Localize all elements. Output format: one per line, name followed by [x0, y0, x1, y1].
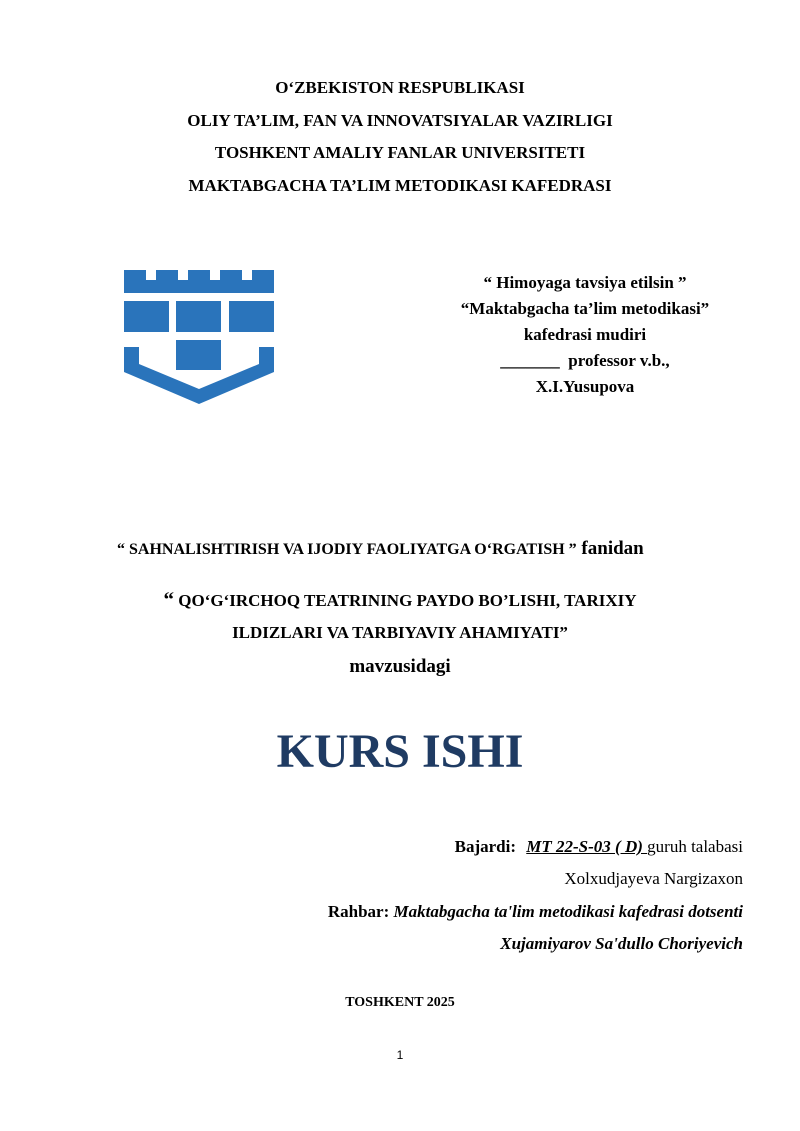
author-label: Bajardi: [454, 837, 517, 856]
topic-text-1: QO‘G‘IRCHOQ TEATRINING PAYDO BO’LISHI, TARIXIY [173, 591, 637, 610]
author-group-suffix: guruh talabasi [647, 837, 743, 856]
approval-line-2: “Maktabgacha ta’lim metodikasi” [460, 299, 710, 318]
subject-suffix: fanidan [576, 538, 644, 559]
approval-name: X.I.Yusupova [535, 377, 635, 396]
subject-name: “ SAHNALISHTIRISH VA IJODIY FAOLIYATGA O‘RGATISH ” [117, 541, 577, 558]
department-name: MAKTABGACHA TA’LIM METODIKASI KAFEDRASI [188, 176, 612, 195]
university-name: TOSHKENT AMALIY FANLAR UNIVERSITETI [214, 143, 586, 162]
approval-block [440, 270, 730, 400]
author-name: Xolxudjayeva Nargizaxon [564, 869, 743, 888]
ministry-line-2: OLIY TA’LIM, FAN VA INNOVATSIYALAR VAZIRLIGI [187, 111, 613, 130]
signature-blank: _______ [500, 351, 560, 370]
author-line [455, 837, 743, 857]
supervisor-label: Rahbar: [327, 902, 390, 921]
supervisor-position: Maktabgacha ta'lim metodikasi kafedrasi dotsenti [389, 902, 743, 921]
ministry-line-1: O‘ZBEKISTON RESPUBLIKASI [275, 78, 525, 97]
approval-title: professor v.b., [559, 351, 670, 370]
author-group: MT 22-S-03 ( D) [526, 837, 648, 856]
approval-line-4 [440, 348, 730, 374]
city-year: TOSHKENT 2025 [345, 995, 455, 1010]
topic-line-3: mavzusidagi [349, 656, 451, 677]
supervisor-line [328, 902, 743, 922]
approval-line-1: “ Himoyaga tavsiya etilsin ” [483, 273, 687, 292]
topic-open-quote: “ [163, 587, 174, 611]
page-number: 1 [396, 1048, 404, 1062]
document-title: KURS ISHI [276, 725, 524, 778]
approval-line-3: kafedrasi mudiri [523, 325, 647, 344]
topic-line-1 [0, 587, 800, 612]
subject-line [117, 538, 644, 560]
university-shield-logo-icon [124, 270, 274, 406]
supervisor-name: Xujamiyarov Sa'dullo Choriyevich [500, 934, 743, 953]
topic-line-2: ILDIZLARI VA TARBIYAVIY AHAMIYATI” [232, 623, 568, 642]
